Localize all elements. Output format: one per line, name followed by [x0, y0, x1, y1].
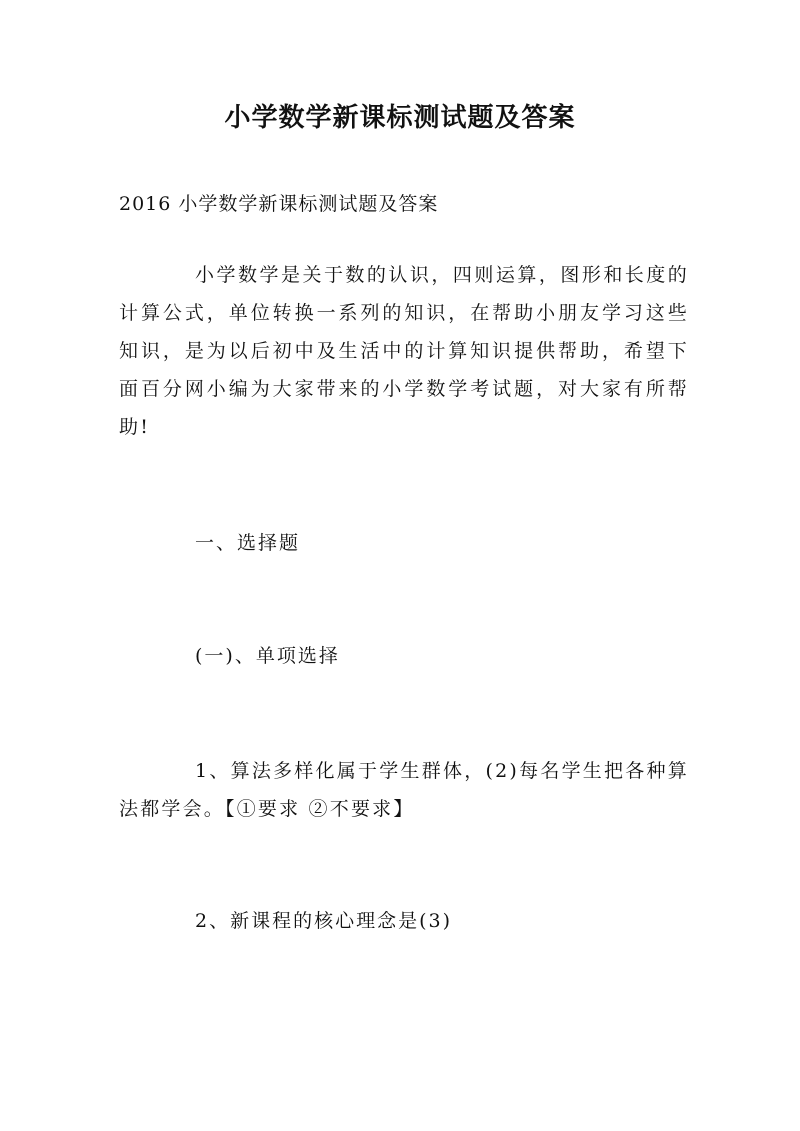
document-title: 小学数学新课标测试题及答案	[224, 103, 576, 133]
subsection-heading: (一)、单项选择	[195, 645, 340, 667]
document-subtitle: 2016 小学数学新课标测试题及答案	[119, 193, 439, 215]
question-2: 2、新课程的核心理念是(3)	[195, 910, 453, 932]
section-heading: 一、选择题	[195, 532, 301, 554]
intro-paragraph: 小学数学是关于数的认识，四则运算，图形和长度的计算公式，单位转换一系列的知识，在帮助小朋友学习这些知识，是为以后初中及生活中的计算知识提供帮助，希望下面百分网小编为大家带来的小学数学考试题，对大家有所帮助!	[119, 264, 689, 438]
question-1: 1、算法多样化属于学生群体，(2)每名学生把各种算法都学会。【①要求 ②不要求】	[119, 760, 689, 820]
